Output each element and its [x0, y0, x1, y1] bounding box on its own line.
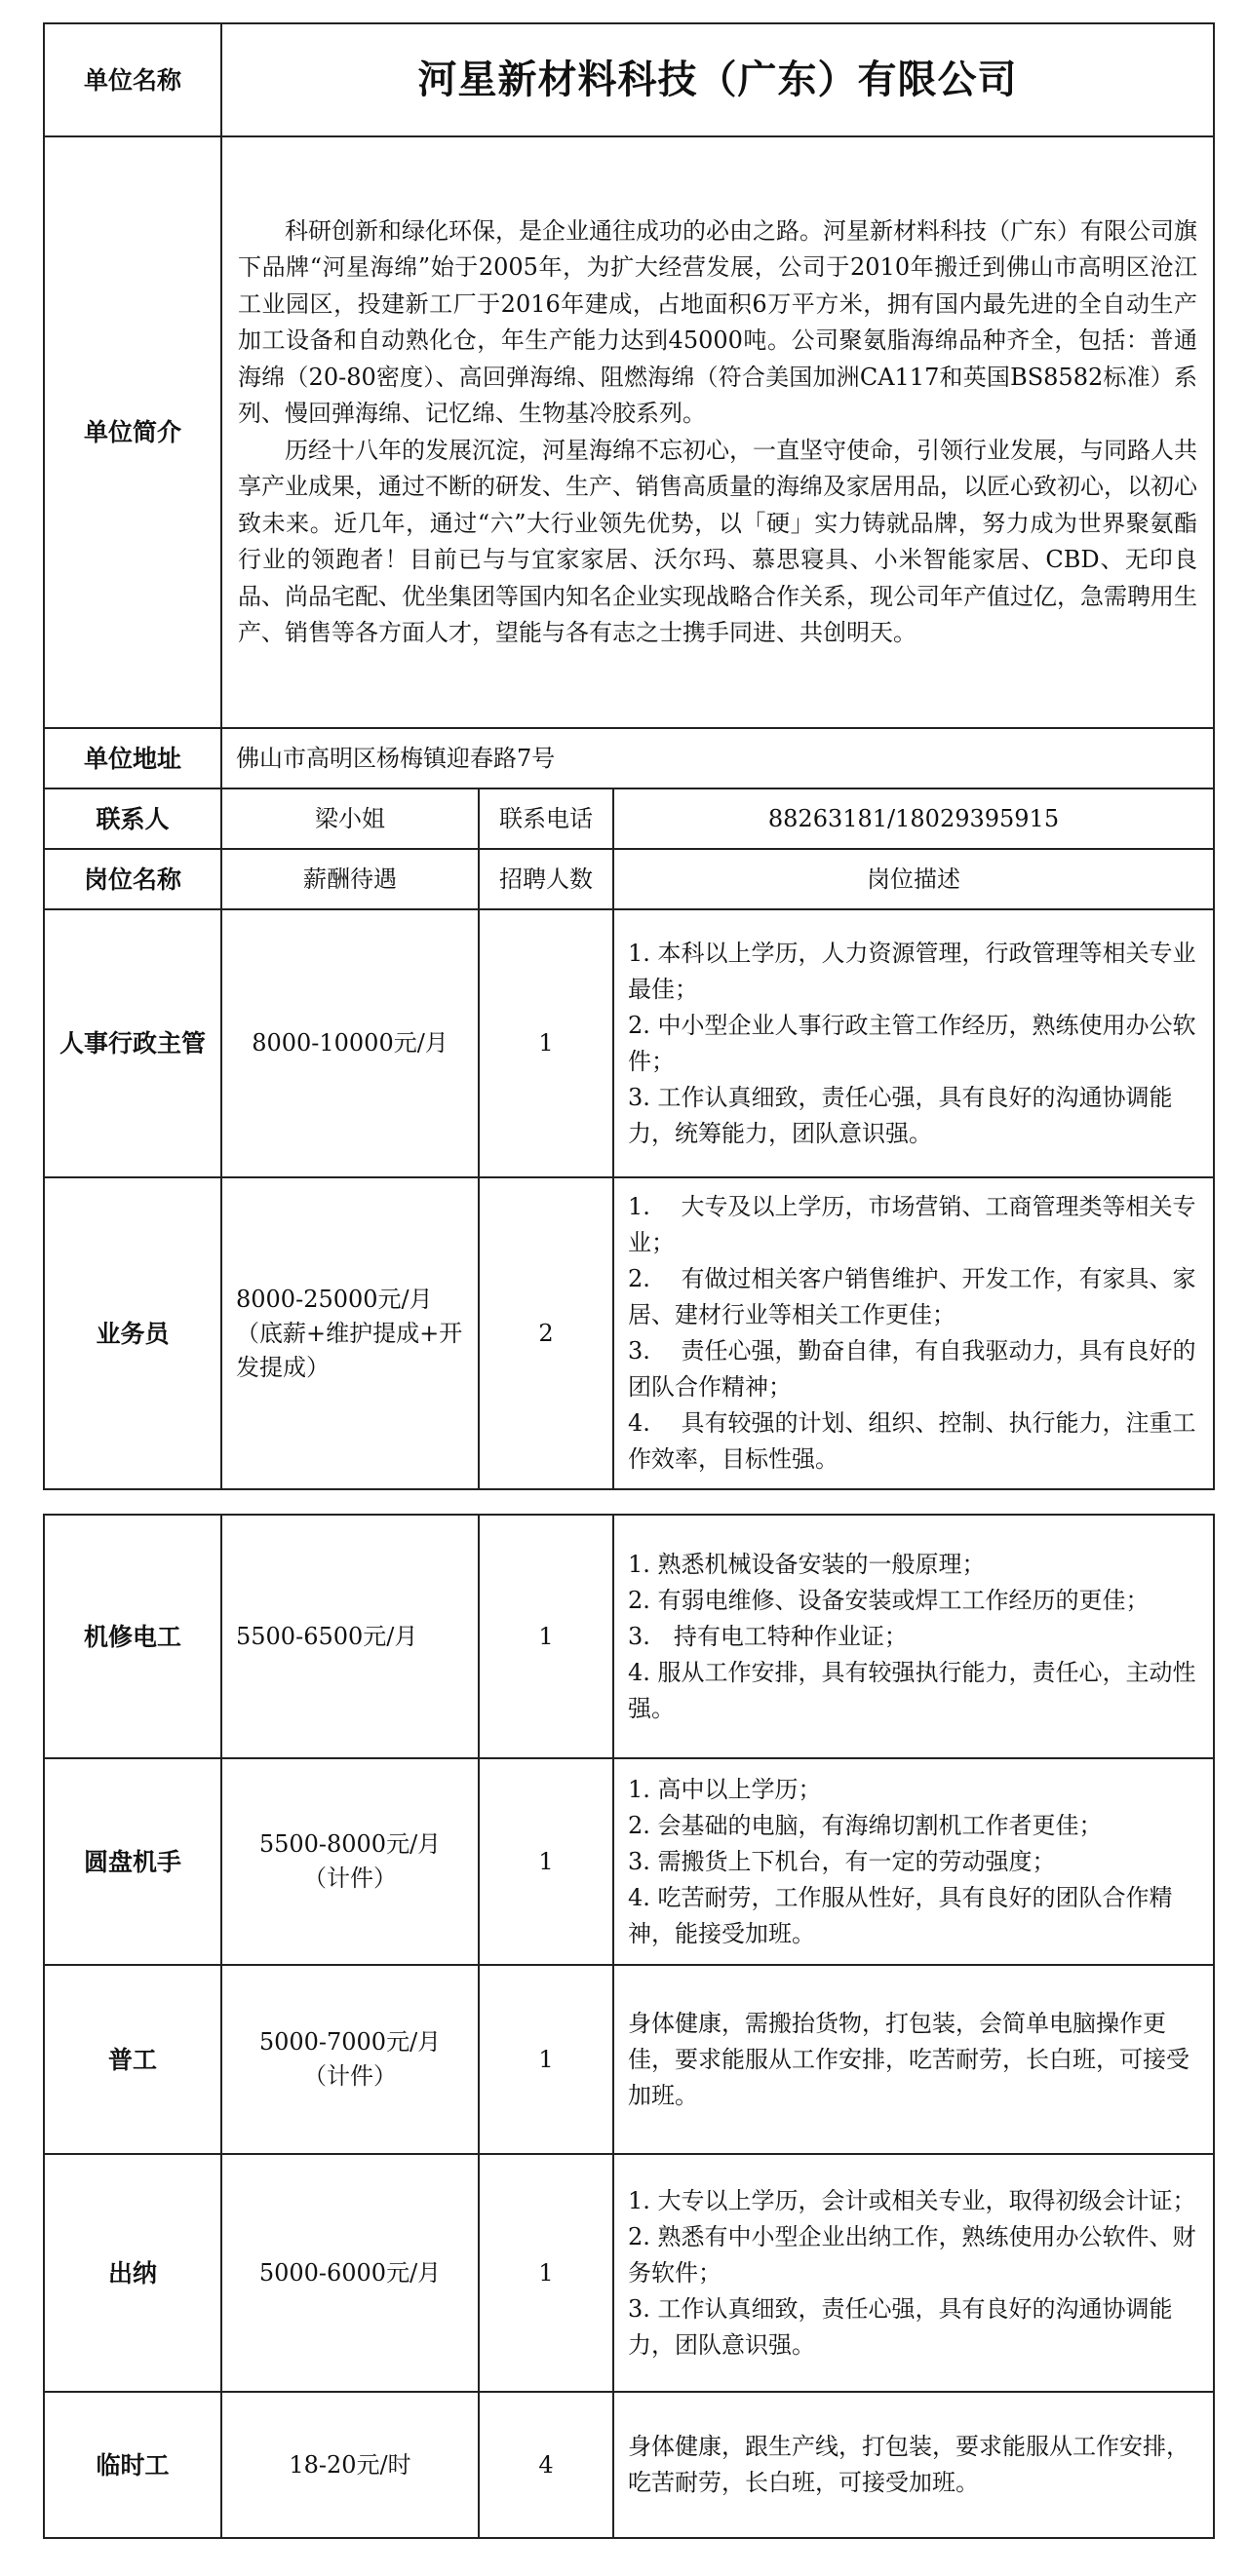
job-row	[44, 909, 1214, 1177]
job-name: 机修电工	[44, 1515, 221, 1758]
intro-paragraph-1: 科研创新和绿化环保，是企业通往成功的必由之路。河星新材料科技（广东）有限公司旗下品牌“河星海绵”始于2005年，为扩大经营发展，公司于2010年搬迁到佛山市高明区沧江工业园区，投建新工厂于2016年建成，占地面积6万平方米，拥有国内最先进的全自动生产加工设备和自动熟化仓，年生产能力达到45000吨。公司聚氨脂海绵品种齐全，包括：普通海绵（20-80密度）、高回弹海绵、阻燃海绵（符合美国加洲CA117和英国BS8582标准）系列、慢回弹海绵、记忆绵、生物基冷胶系列。	[238, 216, 1197, 427]
job-description-line: 1. 本科以上学历，人力资源管理，行政管理等相关专业最佳；	[628, 939, 1196, 1003]
job-description	[613, 2392, 1214, 2538]
job-salary: 5500-6500元/月	[221, 1515, 479, 1758]
job-description-line: 4. 吃苦耐劳，工作服从性好，具有良好的团队合作精神，能接受加班。	[628, 1883, 1173, 1947]
job-name: 临时工	[44, 2392, 221, 2538]
job-name: 圆盘机手	[44, 1758, 221, 1965]
job-description-line: 2. 有弱电维修、设备安装或焊工工作经历的更佳；	[628, 1586, 1150, 1614]
job-name: 业务员	[44, 1177, 221, 1489]
job-description-line: 身体健康，需搬抬货物，打包装，会简单电脑操作更佳，要求能服从工作安排，吃苦耐劳，长白班，可接受加班。	[628, 2009, 1190, 2109]
job-description-line: 2. 会基础的电脑，有海绵切割机工作者更佳；	[628, 1811, 1103, 1839]
job-description-line: 身体健康，跟生产线，打包装，要求能服从工作安排，吃苦耐劳，长白班，可接受加班。	[628, 2433, 1190, 2496]
job-description-line: 2. 熟悉有中小型企业出纳工作，熟练使用办公软件、财务软件；	[628, 2222, 1196, 2287]
job-description	[613, 1965, 1214, 2154]
job-row	[44, 1758, 1214, 1965]
contact-row	[44, 788, 1214, 849]
job-description-line: 1. 高中以上学历；	[628, 1775, 822, 1803]
job-row	[44, 1177, 1214, 1489]
job-salary: 18-20元/时	[221, 2392, 479, 2538]
job-description-line: 3. 责任心强，勤奋自律，有自我驱动力，具有良好的团队合作精神；	[628, 1337, 1196, 1401]
job-headcount: 1	[479, 1965, 613, 2154]
column-header-position: 岗位名称	[44, 849, 221, 909]
job-headcount: 4	[479, 2392, 613, 2538]
address-label: 单位地址	[44, 728, 221, 788]
job-headcount: 1	[479, 909, 613, 1177]
contact-name: 梁小姐	[221, 788, 479, 849]
job-description-line: 1. 熟悉机械设备安装的一般原理；	[628, 1550, 986, 1578]
job-description-line: 3. 持有电工特种作业证；	[628, 1622, 908, 1650]
job-salary: 8000-25000元/月（底薪+维护提成+开发提成）	[221, 1177, 479, 1489]
job-salary: 5000-7000元/月（计件）	[221, 1965, 479, 2154]
recruitment-table-part-1	[43, 22, 1215, 1490]
address-value: 佛山市高明区杨梅镇迎春路7号	[221, 728, 1214, 788]
job-row	[44, 2154, 1214, 2392]
job-description-line: 2. 中小型企业人事行政主管工作经历，熟练使用办公软件；	[628, 1011, 1196, 1075]
column-header-row	[44, 849, 1214, 909]
job-description	[613, 2154, 1214, 2392]
column-header-headcount: 招聘人数	[479, 849, 613, 909]
job-salary: 5000-6000元/月	[221, 2154, 479, 2392]
job-row	[44, 1965, 1214, 2154]
job-description-line: 1. 大专以上学历，会计或相关专业，取得初级会计证；	[628, 2186, 1196, 2214]
job-salary: 5500-8000元/月（计件）	[221, 1758, 479, 1965]
job-description-line: 4. 具有较强的计划、组织、控制、执行能力，注重工作效率，目标性强。	[628, 1409, 1196, 1473]
job-description-line: 2. 有做过相关客户销售维护、开发工作，有家具、家居、建材行业等相关工作更佳；	[628, 1265, 1196, 1328]
intro-paragraph-2: 历经十八年的发展沉淀，河星海绵不忘初心，一直坚守使命，引领行业发展，与同路人共享产业成果，通过不断的研发、生产、销售高质量的海绵及家居用品，以匠心致初心，以初心致未来。近几年，通过“六”大行业领先优势，以「硬」实力铸就品牌，努力成为世界聚氨酯行业的领跑者！目前已与与宜家家居、沃尔玛、慕思寝具、小米智能家居、CBD、无印良品、尚品宅配、优坐集团等国内知名企业实现战略合作关系，现公司年产值过亿，急需聘用生产、销售等各方面人才，望能与各有志之士携手同进、共创明天。	[238, 436, 1197, 646]
unit-name-label: 单位名称	[44, 23, 221, 136]
table-gap	[43, 1490, 1213, 1514]
recruitment-sheet	[43, 22, 1213, 2539]
intro-label: 单位简介	[44, 136, 221, 728]
recruitment-table-part-2	[43, 1514, 1215, 2539]
job-row	[44, 2392, 1214, 2538]
job-description-line: 3. 工作认真细致，责任心强，具有良好的沟通协调能力，统筹能力，团队意识强。	[628, 1083, 1173, 1147]
job-description	[613, 1177, 1214, 1489]
job-name: 普工	[44, 1965, 221, 2154]
job-name: 出纳	[44, 2154, 221, 2392]
job-description-line: 3. 工作认真细致，责任心强，具有良好的沟通协调能力，团队意识强。	[628, 2294, 1173, 2359]
company-name: 河星新材料科技（广东）有限公司	[221, 23, 1214, 136]
job-salary: 8000-10000元/月	[221, 909, 479, 1177]
column-header-salary: 薪酬待遇	[221, 849, 479, 909]
company-name-row	[44, 23, 1214, 136]
phone-label: 联系电话	[479, 788, 613, 849]
job-description	[613, 909, 1214, 1177]
job-description-line: 4. 服从工作安排，具有较强执行能力，责任心，主动性强。	[628, 1658, 1196, 1722]
job-description-line: 1. 大专及以上学历，市场营销、工商管理类等相关专业；	[628, 1193, 1196, 1256]
job-name: 人事行政主管	[44, 909, 221, 1177]
job-headcount: 1	[479, 1515, 613, 1758]
address-row	[44, 728, 1214, 788]
intro-text	[221, 136, 1214, 728]
column-header-description: 岗位描述	[613, 849, 1214, 909]
job-headcount: 2	[479, 1177, 613, 1489]
job-row	[44, 1515, 1214, 1758]
job-description	[613, 1515, 1214, 1758]
job-headcount: 1	[479, 2154, 613, 2392]
intro-row	[44, 136, 1214, 728]
job-headcount: 1	[479, 1758, 613, 1965]
contact-label: 联系人	[44, 788, 221, 849]
job-description	[613, 1758, 1214, 1965]
job-description-line: 3. 需搬货上下机台，有一定的劳动强度；	[628, 1847, 1056, 1875]
phone-value: 88263181/18029395915	[613, 788, 1214, 849]
